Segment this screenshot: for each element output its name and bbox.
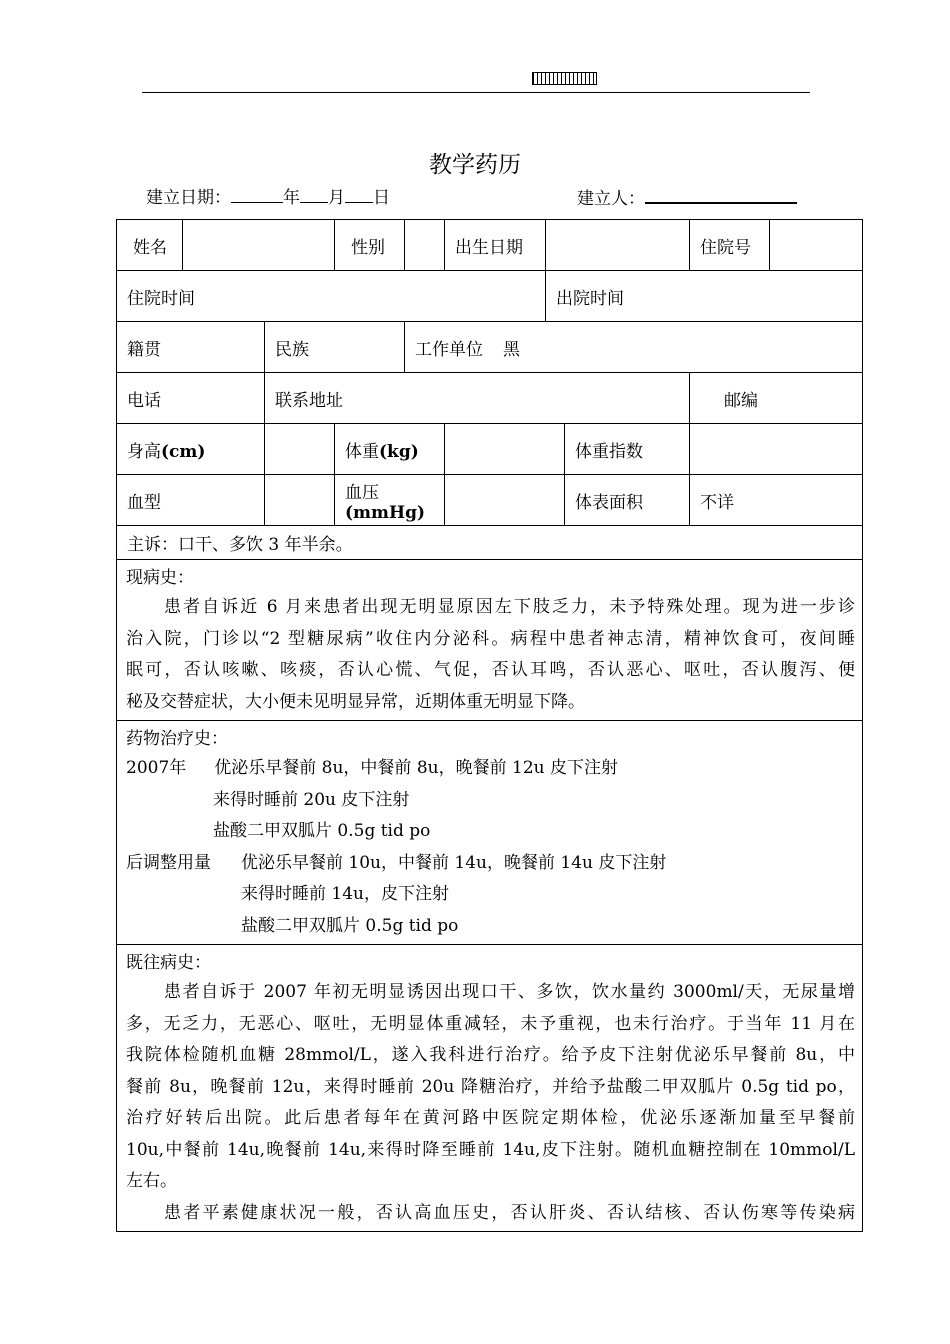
- hospital-no-label: 住院号: [690, 220, 770, 271]
- year-suffix: 年: [283, 188, 300, 208]
- past-history-line: 餐前 8u，晚餐前 12u，来得时睡前 20u 降糖治疗，并给予盐酸二甲双胍片 0.5g tid po，: [126, 1076, 855, 1097]
- birth-date-value[interactable]: [546, 220, 690, 271]
- ethnicity: 民族: [265, 322, 405, 373]
- past-history-line: 患者自诉于 2007 年初无明显诱因出现口干、多饮，饮水量约 3000ml/天，无尿量增: [164, 982, 855, 1002]
- past-history-section: [117, 945, 863, 1232]
- blood-pressure-label: [335, 475, 445, 526]
- work-unit-value: 黑: [503, 339, 520, 360]
- weight-value[interactable]: [445, 424, 565, 475]
- admission-time: 住院时间: [117, 271, 546, 322]
- blood-pressure-value[interactable]: [445, 475, 565, 526]
- header-divider: [142, 92, 810, 93]
- weight-label: [335, 424, 445, 475]
- page-title: 教学药历: [429, 152, 521, 178]
- gender-label: 性别: [335, 220, 405, 271]
- bp-unit: (mmHg): [345, 502, 426, 523]
- month-suffix: 月: [328, 188, 345, 208]
- row-blood: [117, 475, 863, 526]
- medication-year: 2007年: [126, 758, 187, 778]
- blood-type-label: 血型: [117, 475, 265, 526]
- past-history-line: 我院体检随机血糖 28mmol/L，遂入我科进行治疗。给予皮下注射优泌乐早餐前 8u，中: [126, 1045, 855, 1065]
- pharmacy-record-table: [116, 219, 863, 1232]
- bsa-label: 体表面积: [565, 475, 690, 526]
- present-illness-label: 现病史：: [126, 568, 194, 588]
- past-history-line: 患者平素健康状况一般，否认高血压史，否认肝炎、否认结核、否认伤寒等传染病: [164, 1202, 855, 1223]
- birth-date-label: 出生日期: [445, 220, 546, 271]
- row-present-illness: [117, 560, 863, 721]
- height-unit: (cm): [161, 441, 206, 462]
- medication-text: 优泌乐早餐前 8u，中餐前 8u，晚餐前 12u 皮下注射: [214, 758, 618, 778]
- work-unit-label: 工作单位: [415, 339, 483, 360]
- hospital-no-value[interactable]: [770, 220, 863, 271]
- row-medication-history: [117, 721, 863, 945]
- bp-label-text: 血压: [345, 482, 379, 503]
- height-label-text: 身高: [127, 441, 161, 462]
- gender-value[interactable]: [405, 220, 445, 271]
- creator: [577, 185, 797, 211]
- present-illness-section: [117, 560, 863, 721]
- past-history-line: 左右。: [126, 1171, 177, 1191]
- chief-complaint: 主诉：口干、多饮 3 年半余。: [117, 526, 863, 560]
- height-value[interactable]: [265, 424, 335, 475]
- year-blank[interactable]: [231, 185, 283, 203]
- row-contact: [117, 373, 863, 424]
- past-history-line: 治疗好转后出院。此后患者每年在黄河路中医院定期体检，优泌乐逐渐加量至早餐前: [126, 1108, 855, 1128]
- creator-label: 建立人：: [577, 189, 645, 209]
- present-illness-line: 秘及交替症状，大小便未见明显异常，近期体重无明显下降。: [126, 691, 585, 712]
- medication-text: 优泌乐早餐前 10u，中餐前 14u，晚餐前 14u 皮下注射: [241, 852, 667, 873]
- medication-line: 盐酸二甲双胍片 0.5g tid po: [241, 915, 459, 936]
- row-stay: [117, 271, 863, 322]
- medication-adjust-label: 后调整用量: [126, 852, 211, 873]
- name-label: 姓名: [117, 220, 183, 271]
- medication-line: 来得时睡前 20u 皮下注射: [213, 789, 410, 810]
- row-chief-complaint: [117, 526, 863, 560]
- postcode: 邮编: [690, 373, 863, 424]
- native-place: 籍贯: [117, 322, 265, 373]
- creation-date: [146, 185, 390, 210]
- day-blank[interactable]: [345, 185, 373, 203]
- present-illness-line: 治入院，门诊以“2 型糖尿病”收住内分泌科。病程中患者神志清，精神饮食可，夜间睡: [126, 628, 855, 649]
- medication-line: 盐酸二甲双胍片 0.5g tid po: [213, 821, 431, 841]
- past-history-label: 既往病史：: [126, 953, 211, 973]
- blood-type-value[interactable]: [265, 475, 335, 526]
- row-body-metrics: [117, 424, 863, 475]
- medication-line: 来得时睡前 14u，皮下注射: [241, 884, 449, 904]
- creation-date-label: 建立日期：: [146, 188, 231, 208]
- weight-label-text: 体重: [345, 441, 379, 462]
- creator-blank[interactable]: [645, 185, 797, 204]
- medication-history-section: [117, 721, 863, 945]
- header-barcode: [532, 72, 597, 85]
- medication-line: [126, 848, 855, 880]
- present-illness-line: 眠可，否认咳嗽、咳痰，否认心慌、气促，否认耳鸣，否认恶心、呕吐，否认腹泻、便: [126, 660, 855, 680]
- month-blank[interactable]: [300, 185, 328, 203]
- day-suffix: 日: [373, 188, 390, 208]
- present-illness-line: 患者自诉近 6 月来患者出现无明显原因左下肢乏力，未予特殊处理。现为进一步诊: [164, 597, 855, 617]
- bmi-label: 体重指数: [565, 424, 690, 475]
- row-identity: [117, 220, 863, 271]
- bsa-value: 不详: [690, 475, 863, 526]
- row-past-history: [117, 945, 863, 1232]
- past-history-line: 多，无乏力，无恶心、呕吐，无明显体重减轻，未予重视，也未行治疗。于当年 11 月在: [126, 1013, 855, 1034]
- past-history-line: 10u,中餐前 14u,晚餐前 14u,来得时降至睡前 14u,皮下注射。随机血糖控制在 10mmol/L: [126, 1139, 855, 1160]
- row-origin: [117, 322, 863, 373]
- name-value[interactable]: [183, 220, 335, 271]
- medication-history-label: 药物治疗史：: [126, 729, 228, 749]
- contact-address: 联系地址: [265, 373, 690, 424]
- medication-line: [126, 753, 855, 785]
- phone: 电话: [117, 373, 265, 424]
- discharge-time: 出院时间: [546, 271, 863, 322]
- height-label: [117, 424, 265, 475]
- work-unit: [405, 322, 863, 373]
- bmi-value[interactable]: [690, 424, 863, 475]
- weight-unit: (kg): [379, 441, 419, 462]
